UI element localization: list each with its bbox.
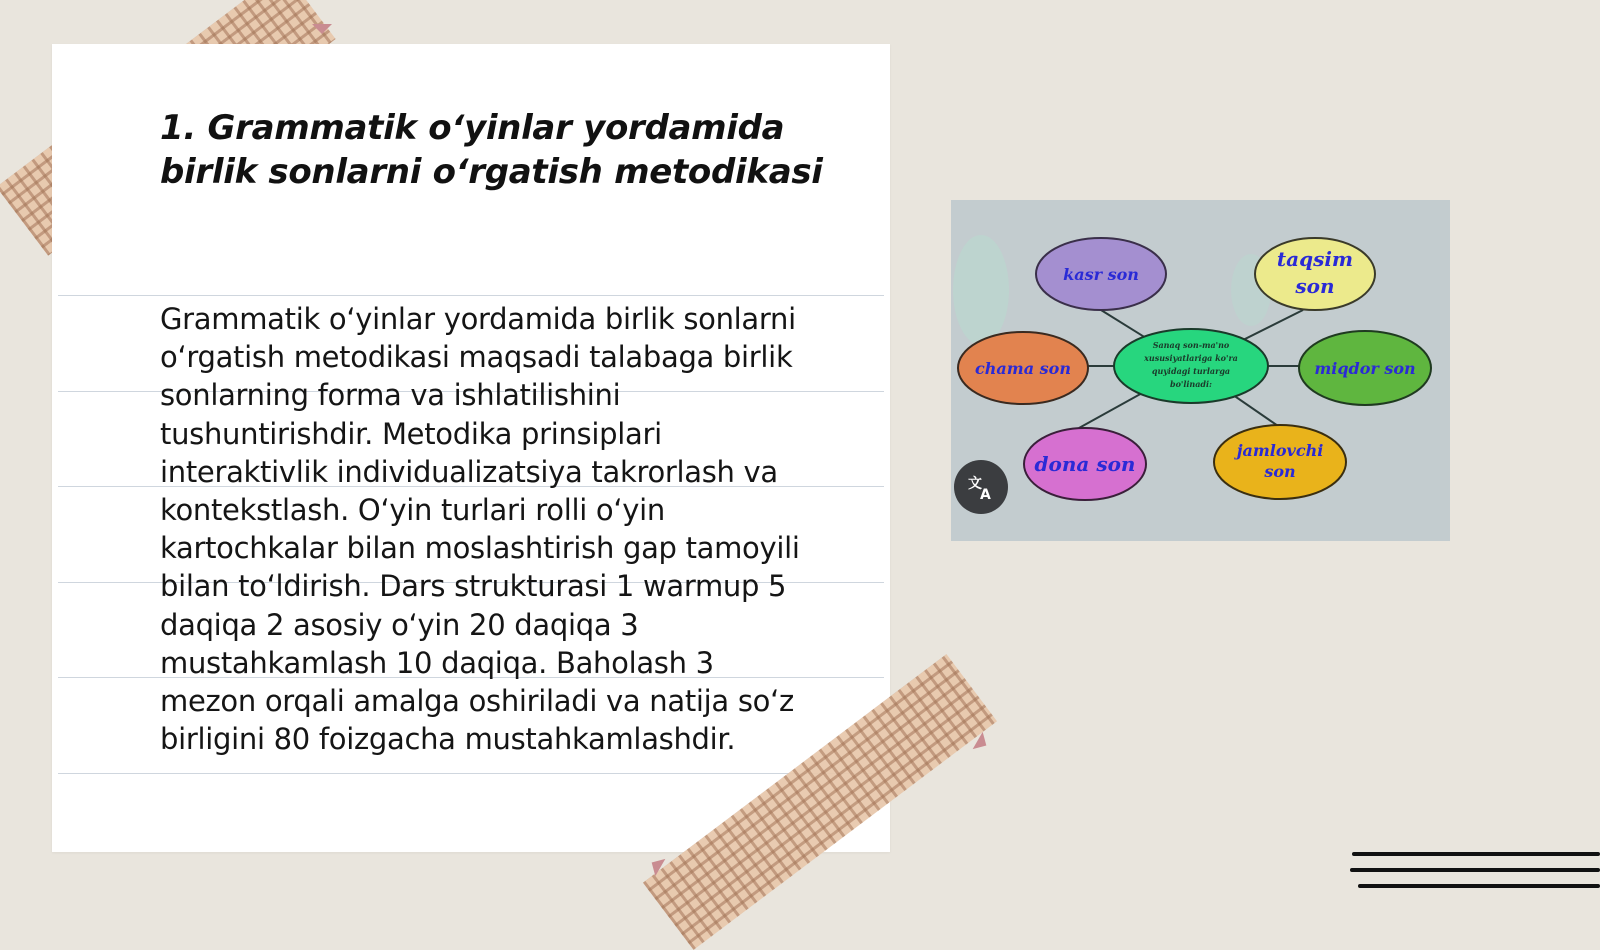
decorative-line — [1352, 852, 1600, 856]
node-kasr-label: kasr son — [1063, 265, 1139, 284]
slide-title: 1. Grammatik o‘yinlar yordamida birlik sonlarni o‘rgatish metodikasi — [160, 108, 823, 192]
translate-icon — [967, 473, 995, 501]
center-label-line: xususiyatlariga ko'ra — [1144, 353, 1238, 363]
node-taqsim-label: son — [1295, 274, 1335, 298]
decorative-line — [1350, 868, 1600, 872]
diagram-graphic — [951, 200, 1450, 541]
node-jamlovchi-label: jamlovchi — [1236, 441, 1324, 460]
node-taqsim-label: taqsim — [1276, 247, 1354, 271]
tape-edge-marker — [312, 24, 332, 34]
center-label-line: bo'linadi: — [1169, 379, 1213, 389]
number-types-diagram-image — [951, 200, 1450, 541]
paper-rule — [58, 773, 884, 774]
translate-button[interactable] — [954, 460, 1008, 514]
paper-rule — [58, 295, 884, 296]
node-miqdor-label: miqdor son — [1314, 359, 1416, 378]
svg-text:文: 文 — [968, 476, 982, 492]
note-paper — [52, 44, 890, 852]
center-label-line: quyidagi turlarga — [1151, 366, 1231, 376]
node-chama-label: chama son — [975, 359, 1071, 378]
background-shape — [953, 235, 1009, 345]
node-jamlovchi-label: son — [1264, 462, 1296, 481]
slide-body-text: Grammatik o‘yinlar yordamida birlik sonlarni o‘rgatish metodikasi maqsadi talabaga birlik sonlarning forma va ishlatilishini tushuntirishdir. Metodika prinsiplari interaktivlik individualizatsiya takrorlash va kontekstlash. O‘yin turlari rolli o‘yin kartochkalar bilan moslashtirish gap tamoyili bilan to‘ldirish. Dars strukturasi 1 warmup 5 daqiqa 2 asosiy o‘yin 20 daqiqa 3 mustahkamlash 10 daqiqa. Baholash 3 mezon orqali amalga oshiriladi va natija so‘z birligini 80 foizgacha mustahkamlashdir. — [160, 302, 800, 757]
node-dona-label: dona son — [1034, 452, 1136, 476]
decorative-line — [1358, 884, 1600, 888]
svg-text:A: A — [980, 487, 991, 501]
center-label-line: Sanaq son-ma'no — [1152, 340, 1230, 350]
